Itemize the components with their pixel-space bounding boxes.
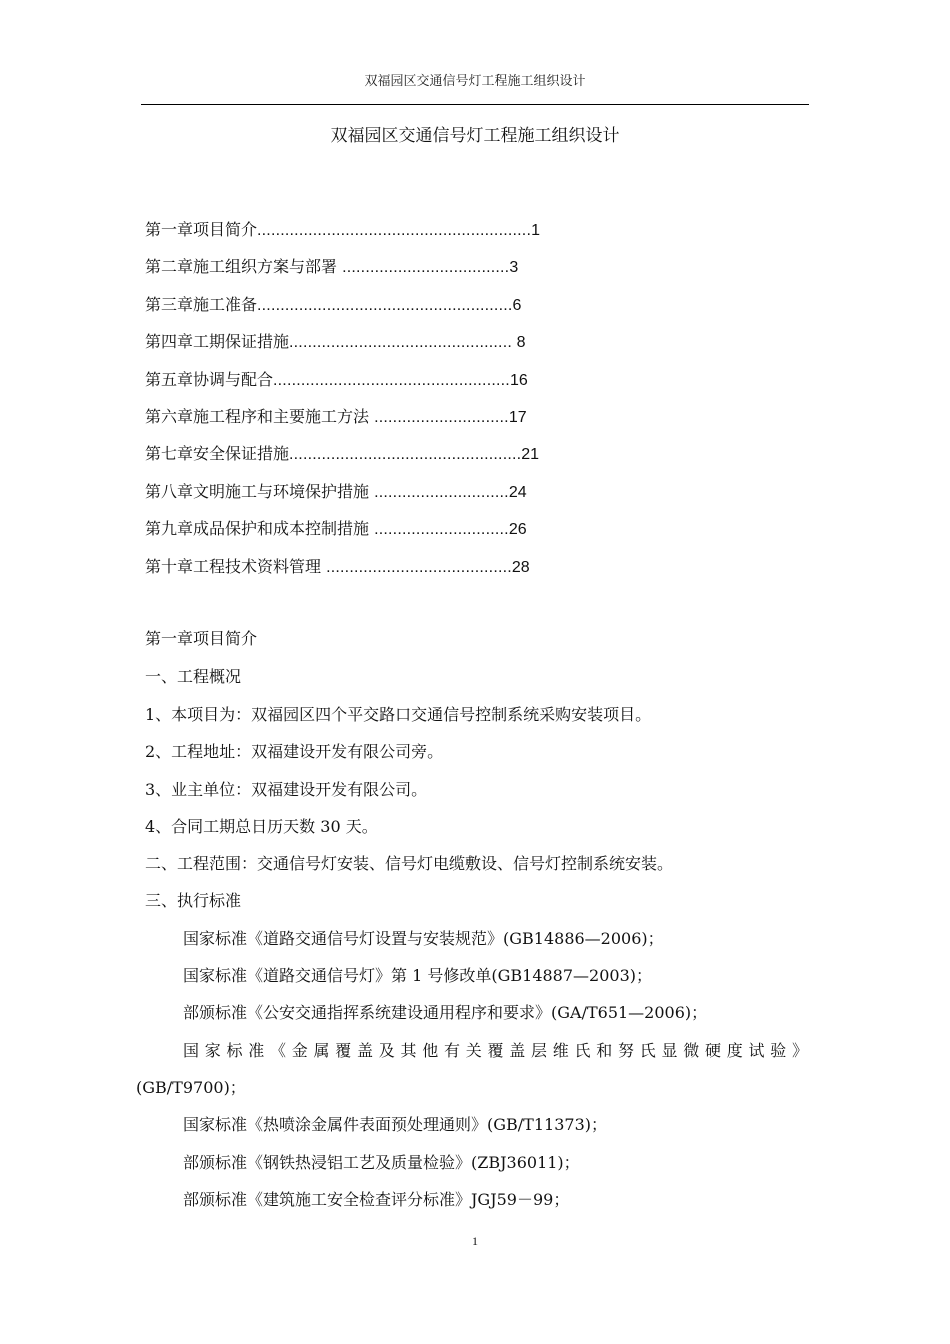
- toc-page-number: 1: [531, 222, 540, 239]
- standard-item: 国家标准《道路交通信号灯设置与安装规范》(GB14886—2006)；: [183, 929, 664, 948]
- toc-page-number: 24: [508, 483, 527, 501]
- toc-page-number: 17: [508, 408, 527, 426]
- toc-page-number: 8: [516, 334, 526, 352]
- header-rule: [141, 104, 809, 105]
- paragraph: 3、业主单位：双福建设开发有限公司。: [145, 780, 428, 799]
- toc-entry-title: 第二章施工组织方案与部署: [145, 257, 343, 277]
- standard-item: 部颁标准《钢铁热浸铝工艺及质量检验》(ZBJ36011)；: [183, 1153, 580, 1172]
- toc-page-number: 16: [509, 371, 528, 389]
- toc-leader-dots: ........................................: [326, 558, 512, 576]
- document-title: 双福园区交通信号灯工程施工组织设计: [330, 126, 620, 146]
- toc-page-number: 28: [511, 558, 530, 576]
- toc-entry[interactable]: [145, 329, 785, 366]
- toc-leader-dots: .............................: [374, 483, 509, 501]
- toc-entry-title: 第三章施工准备: [145, 294, 258, 314]
- toc-leader-dots: ...................................................: [273, 371, 510, 389]
- section-heading: 一、工程概况: [145, 667, 242, 686]
- toc-entry[interactable]: [145, 217, 785, 254]
- toc-page-number: 26: [508, 521, 527, 539]
- toc-entry[interactable]: [145, 292, 785, 329]
- toc-entry-title: 第六章施工程序和主要施工方法: [145, 406, 375, 426]
- paragraph: 1、本项目为：双福园区四个平交路口交通信号控制系统采购安装项目。: [145, 705, 652, 724]
- toc-entry-title: 第七章安全保证措施: [145, 444, 290, 464]
- section-heading: 二、工程范围：交通信号灯安装、信号灯电缆敷设、信号灯控制系统安装。: [145, 854, 674, 873]
- page-number: 1: [472, 1234, 478, 1248]
- standard-item: 部颁标准《建筑施工安全检查评分标准》JGJ59－99；: [183, 1190, 570, 1209]
- toc-leader-dots: ....................................: [342, 259, 510, 277]
- standard-item: 部颁标准《公安交通指挥系统建设通用程序和要求》(GA/T651—2006)；: [183, 1003, 708, 1022]
- running-header: 双福园区交通信号灯工程施工组织设计: [364, 74, 586, 89]
- toc-leader-dots: .............................: [374, 521, 509, 539]
- toc-page-number: 3: [509, 259, 519, 277]
- toc-leader-dots: ................................................: [289, 334, 517, 352]
- toc-entry-title: 第四章工期保证措施: [145, 332, 290, 352]
- section-heading: 三、执行标准: [145, 891, 242, 910]
- toc-entry-title: 第八章文明施工与环境保护措施: [145, 481, 375, 501]
- toc-entry-title: 第五章协调与配合: [145, 369, 274, 389]
- toc-page-number: 21: [521, 446, 540, 464]
- standard-item: 国家标准《热喷涂金属件表面预处理通则》(GB/T11373)；: [183, 1115, 607, 1134]
- toc-entry-title: 第一章项目简介: [145, 220, 258, 239]
- toc-entry[interactable]: [145, 516, 785, 553]
- paragraph: 2、工程地址：双福建设开发有限公司旁。: [145, 742, 444, 761]
- toc-leader-dots: .......................................................: [257, 296, 513, 314]
- toc-leader-dots: .............................: [374, 408, 509, 426]
- chapter-heading: 第一章项目简介: [145, 629, 258, 648]
- toc-entry-title: 第九章成品保护和成本控制措施: [145, 519, 375, 539]
- table-of-contents: [145, 217, 785, 591]
- toc-entry[interactable]: [145, 254, 785, 291]
- toc-entry[interactable]: [145, 554, 785, 591]
- toc-leader-dots: ..................................................: [289, 446, 522, 464]
- toc-entry[interactable]: [145, 367, 785, 404]
- toc-entry[interactable]: [145, 404, 785, 441]
- toc-entry[interactable]: [145, 479, 785, 516]
- paragraph: 4、合同工期总日历天数 30 天。: [145, 817, 378, 836]
- standard-item: 国家标准《金属覆盖及其他有关覆盖层维氏和努氏显微硬度试验》: [183, 1041, 808, 1060]
- standard-item-continuation: (GB/T9700)；: [136, 1078, 246, 1097]
- standard-item: 国家标准《道路交通信号灯》第 1 号修改单(GB14887—2003)；: [183, 966, 652, 985]
- toc-page-number: 6: [512, 296, 522, 314]
- toc-entry[interactable]: [145, 441, 785, 478]
- toc-leader-dots: ...........................................................: [257, 222, 532, 239]
- toc-entry-title: 第十章工程技术资料管理: [145, 556, 327, 576]
